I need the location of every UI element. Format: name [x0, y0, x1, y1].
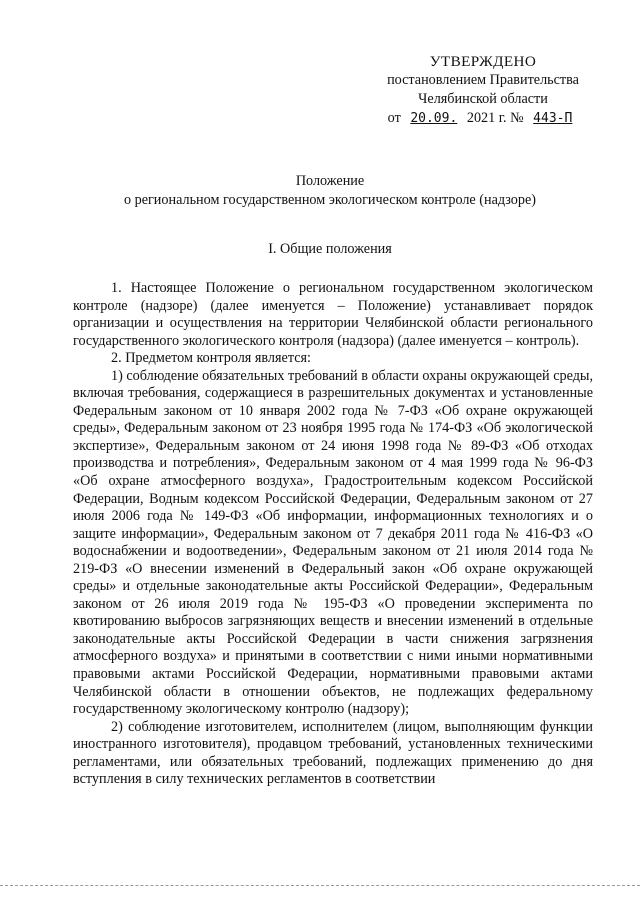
approval-stamp [368, 52, 598, 128]
approval-region: Челябинской области [418, 91, 548, 107]
title-line-2: о региональном государственном экологическом контроле (надзоре) [123, 192, 537, 208]
paragraph-3: 1) соблюдение обязательных требований в области охраны окружающей среды, включая требования, содержащиеся в разрешительных документах и установленные Федеральным законом от 10 января 2002 года № 7-ФЗ «Об охране окружающей среды», Федеральным законом от 23 ноября 1995 года № 174-ФЗ «Об экологической экспертизе», Федеральным законом от 24 июня 1998 года № 89-ФЗ «Об отходах производства и потребления», Федеральным законом от 4 мая 1999 года № 96-ФЗ «Об охране атмосферного воздуха», Градостроительным кодексом Российской Федерации, Водным кодексом Российской Федерации, Федеральным законом от 27 июля 2006 года № 149-ФЗ «Об информации, информационных технологиях и о защите информации», Федеральным законом от 7 декабря 2011 года № 416-ФЗ «О водоснабжении и водоотведении», Федеральным законом от 21 июля 2014 года № 219-ФЗ «О внесении изменений в Федеральный закон «Об охране окружающей среды» и отдельные законодательные акты Российской Федерации», Федеральным законом от 26 июля 2019 года № 195-ФЗ «О проведении эксперимента по квотированию выбросов загрязняющих веществ и внесении изменений в отдельные законодательные акты Российской Федерации в части снижения загрязнения атмосферного воздуха» и принятыми в соответствии с ними иными нормативными правовыми актами Российской Федерации, нормативными правовыми актами Челябинской области в отношении объектов, не подлежащих федеральному государственному экологическому контролю (надзору); [73, 367, 593, 718]
from-label: от [387, 110, 401, 126]
paragraph-2: 2. Предметом контроля является: [111, 350, 311, 367]
document-title [60, 172, 600, 210]
approval-number: 443-П [533, 111, 573, 126]
paragraph-1: 1. Настоящее Положение о региональном государственном экологическом контроле (надзоре) (далее именуется – Положение) устанавливает порядок организации и осуществления на территории Челябинской области регионального государственного экологического контроля (надзора) (далее именуется – контроль). [73, 280, 593, 349]
approval-date: 20.09. [410, 111, 458, 126]
approved-label: УТВЕРЖДЕНО [429, 53, 537, 70]
footer-divider [0, 885, 640, 886]
approval-year: 2021 г. [466, 110, 507, 126]
body-text [73, 280, 593, 789]
approval-date-line [368, 109, 598, 128]
paragraph-4: 2) соблюдение изготовителем, исполнителем (лицом, выполняющим функции иностранного изготовителя), продавцом требований, установленных техническими регламентами, или обязательных требований, подлежащих применению до дня вступления в силу технических регламентов в соответствии [73, 718, 593, 788]
number-label: № [510, 110, 524, 126]
section-heading: I. Общие положения [268, 241, 392, 257]
title-line-1: Положение [295, 173, 365, 189]
approval-authority: постановлением Правительства [387, 72, 579, 88]
